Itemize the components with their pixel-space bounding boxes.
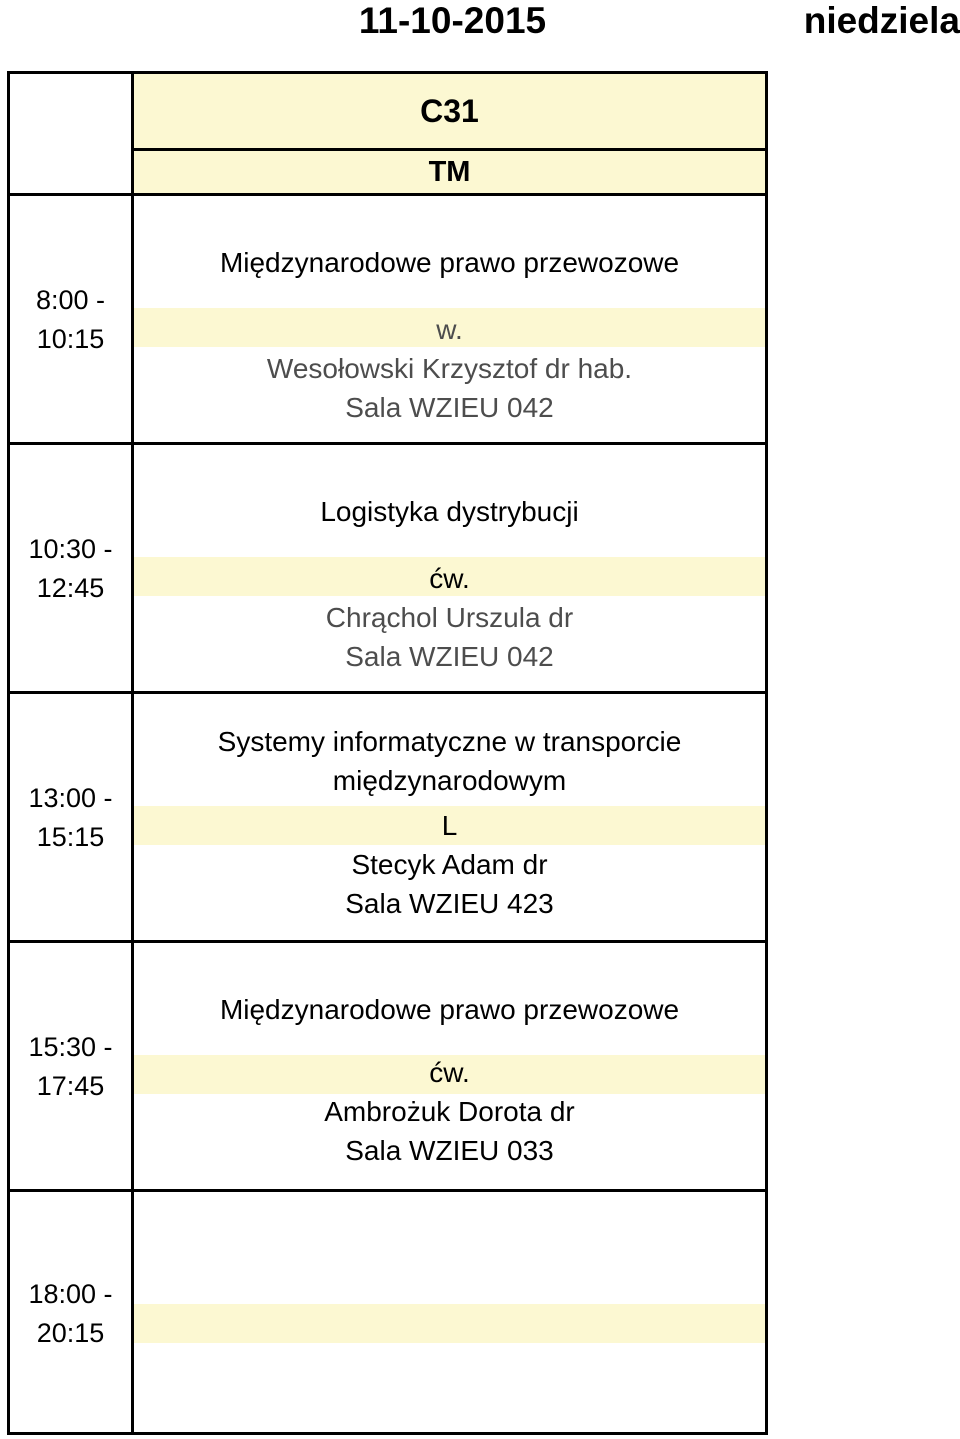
event-subject: Międzynarodowe prawo przewozowe xyxy=(219,247,680,278)
event-lecturer: Chrąchol Urszula dr xyxy=(325,602,574,633)
event-type: w. xyxy=(436,314,463,345)
event-subject-line2: międzynarodowym xyxy=(332,765,567,796)
event-slot-3 xyxy=(134,722,765,923)
time-slot-5 xyxy=(10,1275,131,1353)
row-divider xyxy=(7,442,768,445)
time-end: 12:45 xyxy=(36,573,105,603)
time-end: 20:15 xyxy=(36,1318,105,1348)
time-start: 10:30 - xyxy=(28,534,113,564)
row-divider xyxy=(7,691,768,694)
time-slot-2 xyxy=(10,530,131,608)
event-room: Sala WZIEU 423 xyxy=(345,888,554,919)
event-room: Sala WZIEU 042 xyxy=(345,641,554,672)
time-slot-4 xyxy=(10,1028,131,1106)
group-room-code: C31 xyxy=(134,74,765,149)
event-lecturer: Wesołowski Krzysztof dr hab. xyxy=(266,353,633,384)
time-start: 8:00 - xyxy=(35,285,106,315)
event-subject: Międzynarodowe prawo przewozowe xyxy=(219,994,680,1025)
time-slot-1 xyxy=(10,281,131,359)
time-end: 17:45 xyxy=(36,1071,105,1101)
row-divider xyxy=(7,193,768,196)
time-slot-3 xyxy=(10,779,131,857)
time-start: 13:00 - xyxy=(28,783,113,813)
event-type: ćw. xyxy=(429,1057,470,1088)
time-end: 15:15 xyxy=(36,822,105,852)
row-divider xyxy=(7,1189,768,1192)
event-type: L xyxy=(441,810,458,841)
schedule-day-name: niedziela xyxy=(803,0,960,41)
time-end: 10:15 xyxy=(36,324,105,354)
time-start: 15:30 - xyxy=(28,1032,113,1062)
event-lecturer: Stecyk Adam dr xyxy=(351,849,548,880)
type-highlight-band xyxy=(134,1304,765,1343)
row-divider xyxy=(7,940,768,943)
time-start: 18:00 - xyxy=(28,1279,113,1309)
event-subject-line1: Systemy informatyczne w transporcie xyxy=(217,726,682,757)
schedule-date: 11-10-2015 xyxy=(358,0,547,41)
event-slot-1 xyxy=(134,243,765,427)
event-room: Sala WZIEU 033 xyxy=(345,1135,554,1166)
event-slot-2 xyxy=(134,492,765,676)
event-slot-4 xyxy=(134,990,765,1170)
event-room: Sala WZIEU 042 xyxy=(345,392,554,423)
group-program: TM xyxy=(134,151,765,193)
event-subject: Logistyka dystrybucji xyxy=(320,496,579,527)
event-type: ćw. xyxy=(429,563,470,594)
event-lecturer: Ambrożuk Dorota dr xyxy=(324,1096,575,1127)
